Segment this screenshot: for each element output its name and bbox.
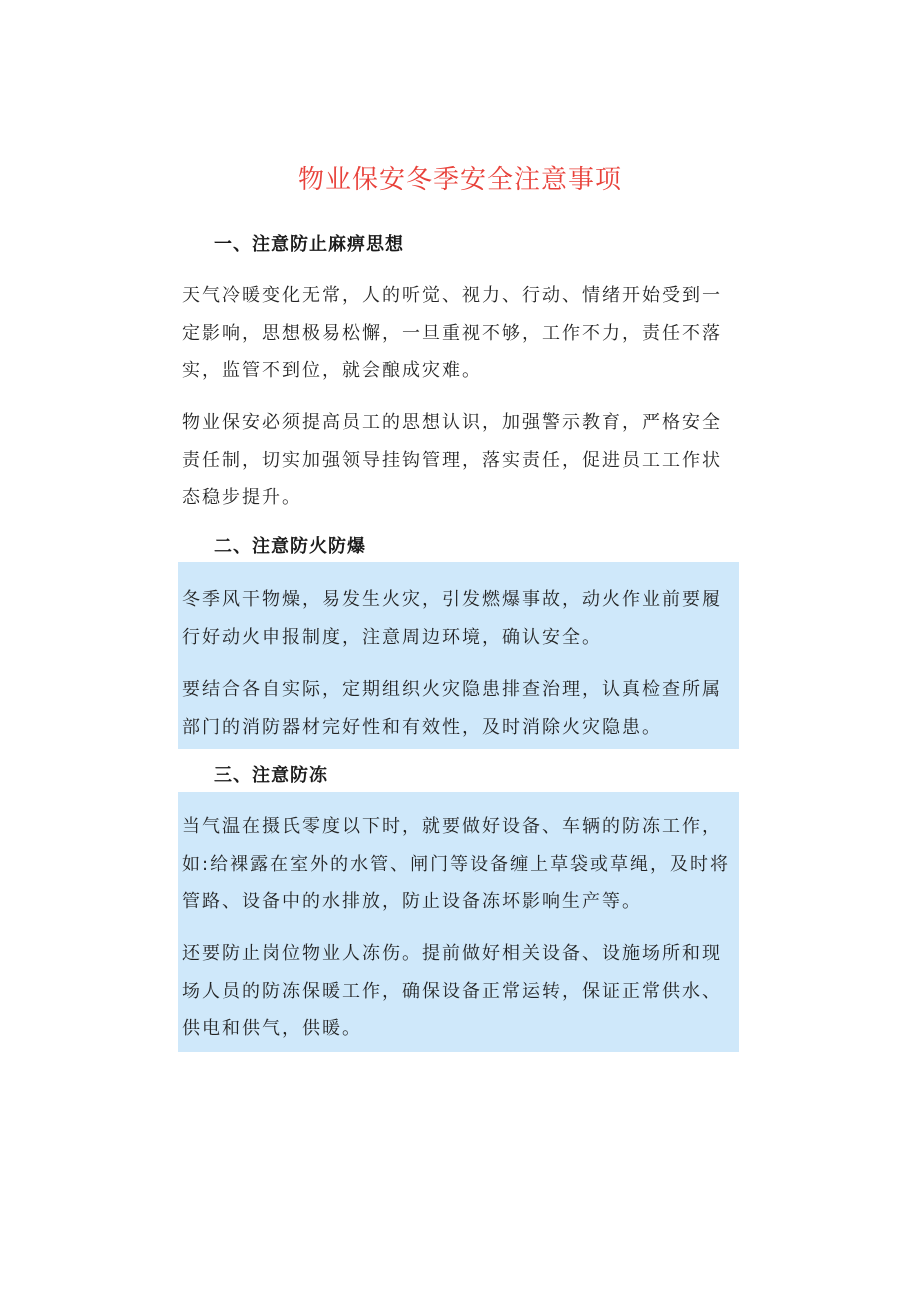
highlight-block-3 — [178, 792, 739, 1052]
section-3-paragraph-2: 还要防止岗位物业人冻伤。提前做好相关设备、设施场所和现场人员的防冻保暖工作，确保设备正常运转，保证正常供水、供电和供气，供暖。 — [182, 943, 722, 1039]
section-1-paragraph-2: 物业保安必须提高员工的思想认识，加强警示教育，严格安全责任制，切实加强领导挂钩管理，落实责任，促进员工工作状态稳步提升。 — [182, 412, 722, 508]
highlight-block-2 — [178, 562, 739, 749]
section-heading-1: 一、注意防止麻痹思想 — [214, 234, 404, 255]
section-2-paragraph-2: 要结合各自实际，定期组织火灾隐患排查治理，认真检查所属部门的消防器材完好性和有效性，及时消除火灾隐患。 — [182, 679, 722, 738]
section-2-paragraph-1: 冬季风干物燥，易发生火灾，引发燃爆事故，动火作业前要履行好动火申报制度，注意周边环境，确认安全。 — [182, 589, 722, 648]
section-heading-2: 二、注意防火防爆 — [214, 536, 366, 557]
section-1-paragraph-1: 天气冷暖变化无常，人的听觉、视力、行动、情绪开始受到一定影响，思想极易松懈，一旦重视不够，工作不力，责任不落实，监管不到位，就会酿成灾难。 — [182, 285, 722, 381]
section-heading-3: 三、注意防冻 — [214, 765, 328, 786]
document-title: 物业保安冬季安全注意事项 — [297, 165, 622, 195]
section-3-paragraph-1: 当气温在摄氏零度以下时，就要做好设备、车辆的防冻工作，如:给裸露在室外的水管、闸门等设备缠上草袋或草绳，及时将管路、设备中的水排放，防止设备冻坏影响生产等。 — [182, 816, 731, 912]
